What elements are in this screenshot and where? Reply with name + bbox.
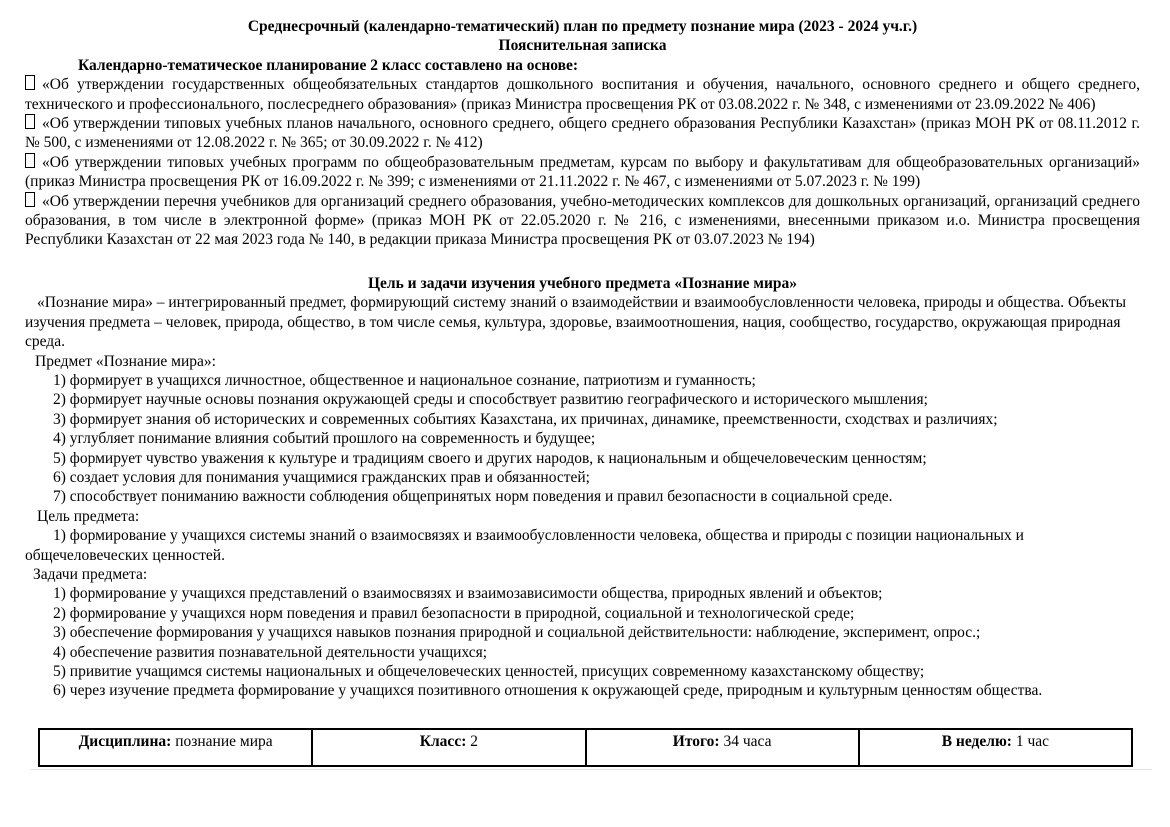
tasks-lead: Задачи предмета:: [33, 565, 148, 583]
document-title: Среднесрочный (календарно-тематический) план по предмету познание мира (2023 - 2024 уч.г.): [247, 18, 918, 35]
intro-paragraph: «Познание мира» – интегрированный предмет, формирующий систему знаний о взаимодействии и взаимообусловленности человека, природы и общества. Объекты изучения предмета – человек, природа, общество, в том числе семья, культура, здоровье, взаимоотношения, нация, сообщество, государство, окружающая природная среда.: [25, 294, 1127, 351]
summary-table: [38, 728, 1133, 767]
cell-label: Дисциплина:: [78, 732, 172, 750]
subject-function-5: 5) формирует чувство уважения к культуре и традициям своего и других народов, к национальным и общечеловеческим ценностям;: [53, 449, 927, 467]
subject-function-4: 4) углубляет понимание влияния событий прошлого на современность и будущее;: [53, 430, 596, 448]
cell-label: В неделю:: [941, 732, 1012, 750]
table-cell-discipline: [39, 729, 312, 766]
basis-item-text: «Об утверждении типовых учебных планов начального, основного среднего, общего среднего образования Республики Казахстан» (приказ МОН РК от 08.11.2012 г. № 500, с изменениями от 12.08.2022 г. № 365; от 30.09.2022 г. № 412): [25, 115, 1140, 152]
cell-label: Итого:: [672, 732, 720, 750]
basis-item-4: [25, 192, 1140, 250]
summary-table-row: [39, 729, 1132, 766]
cell-value: познание мира: [175, 732, 273, 750]
subject-function-1: 1) формирует в учащихся личностное, общественное и национальное сознание, патриотизм и гуманность;: [53, 371, 756, 389]
cell-label: Класс:: [419, 732, 467, 750]
goal-lead: Цель предмета:: [37, 507, 140, 525]
basis-item-2: [25, 114, 1140, 153]
missing-glyph-box-icon: [25, 192, 35, 207]
subject-lead: Предмет «Познание мира»:: [35, 352, 216, 370]
basis-item-text: «Об утверждении типовых учебных программ по общеобразовательным предметам, курсам по выбору и факультативам для общеобразовательных организаций» (приказ Министра просвещения РК от 16.09.2022 г. № 399; с изменениями от 21.11.2022 г. № 467, с изменениями от 5.07.2023 г. № 199): [25, 153, 1140, 191]
basis-item-text: «Об утверждении перечня учебников для организаций среднего образования, учебно-методических комплексов для дошкольных организаций, организаций среднего образования, в том числе в электронной форме» (приказ МОН РК от 22.05.2020 г. № 216, с изменениями, внесенными приказом и.о. Министра просвещения Республики Казахстан от 22 мая 2023 года № 140, в редакции приказа Министра просвещения РК от 03.07.2023 № 194): [25, 192, 1140, 249]
missing-glyph-box-icon: [25, 75, 35, 90]
missing-glyph-box-icon: [25, 153, 35, 168]
document-subtitle: Пояснительная записка: [498, 37, 667, 55]
task-item-6: 6) через изучение предмета формирование у учащихся позитивного отношения к окружающей среде, природным и культурным ценностям общества.: [53, 682, 1043, 700]
task-item-2: 2) формирование у учащихся норм поведения и правил безопасности в природной, социальной и технологической среде;: [53, 604, 855, 622]
cell-value: 34 часа: [723, 732, 772, 750]
table-cell-per-week: [859, 729, 1132, 766]
cell-value: 1 час: [1015, 732, 1050, 750]
subject-function-3: 3) формирует знания об исторических и современных событиях Казахстана, их причинах, динамике, преемственности, сходствах и различиях;: [53, 410, 998, 428]
subject-function-6: 6) создает условия для понимания учащимися гражданских прав и обязанностей;: [53, 468, 590, 486]
cell-value: 2: [470, 732, 478, 750]
missing-glyph-box-icon: [25, 114, 35, 129]
task-item-1: 1) формирование у учащихся представлений о взаимосвязях и взаимозависимости общества, природных явлений и объектов;: [53, 585, 883, 603]
basis-heading: Календарно-тематическое планирование 2 класс составлено на основе:: [78, 56, 579, 74]
subject-function-7: 7) способствует пониманию важности соблюдения общепринятых норм поведения и правил безопасности в социальной среде.: [53, 488, 893, 506]
goal-item-1: 1) формирование у учащихся системы знаний о взаимосвязях и взаимообусловленности человека, общества и природы с позиции национальных и общечеловеческих ценностей.: [25, 527, 1024, 564]
table-cell-class: [312, 729, 585, 766]
basis-item-1: [25, 75, 1140, 114]
basis-item-text: «Об утверждении государственных общеобязательных стандартов дошкольного воспитания и обучения, начального, основного среднего и общего среднего, технического и профессионального, послесреднего образования» (приказ Министра просвещения РК от 03.08.2022 г. № 348, с изменениями от 23.09.2022 № 406): [25, 76, 1140, 113]
task-item-5: 5) привитие учащимся системы национальных и общечеловеческих ценностей, присущих современному казахстанскому обществу;: [53, 663, 925, 680]
basis-item-3: [25, 153, 1140, 192]
page-divider: [30, 769, 1152, 770]
task-item-4: 4) обеспечение развития познавательной деятельности учащихся;: [53, 643, 488, 661]
table-cell-total: [586, 729, 859, 766]
subject-function-2: 2) формирует научные основы познания окружающей среды и способствует развитию географического и исторического мышления;: [53, 391, 928, 409]
task-item-3: 3) обеспечение формирования у учащихся навыков познания природной и социальной действительности: наблюдение, эксперимент, опрос.;: [53, 624, 981, 642]
goals-heading: Цель и задачи изучения учебного предмета «Познание мира»: [367, 274, 798, 292]
